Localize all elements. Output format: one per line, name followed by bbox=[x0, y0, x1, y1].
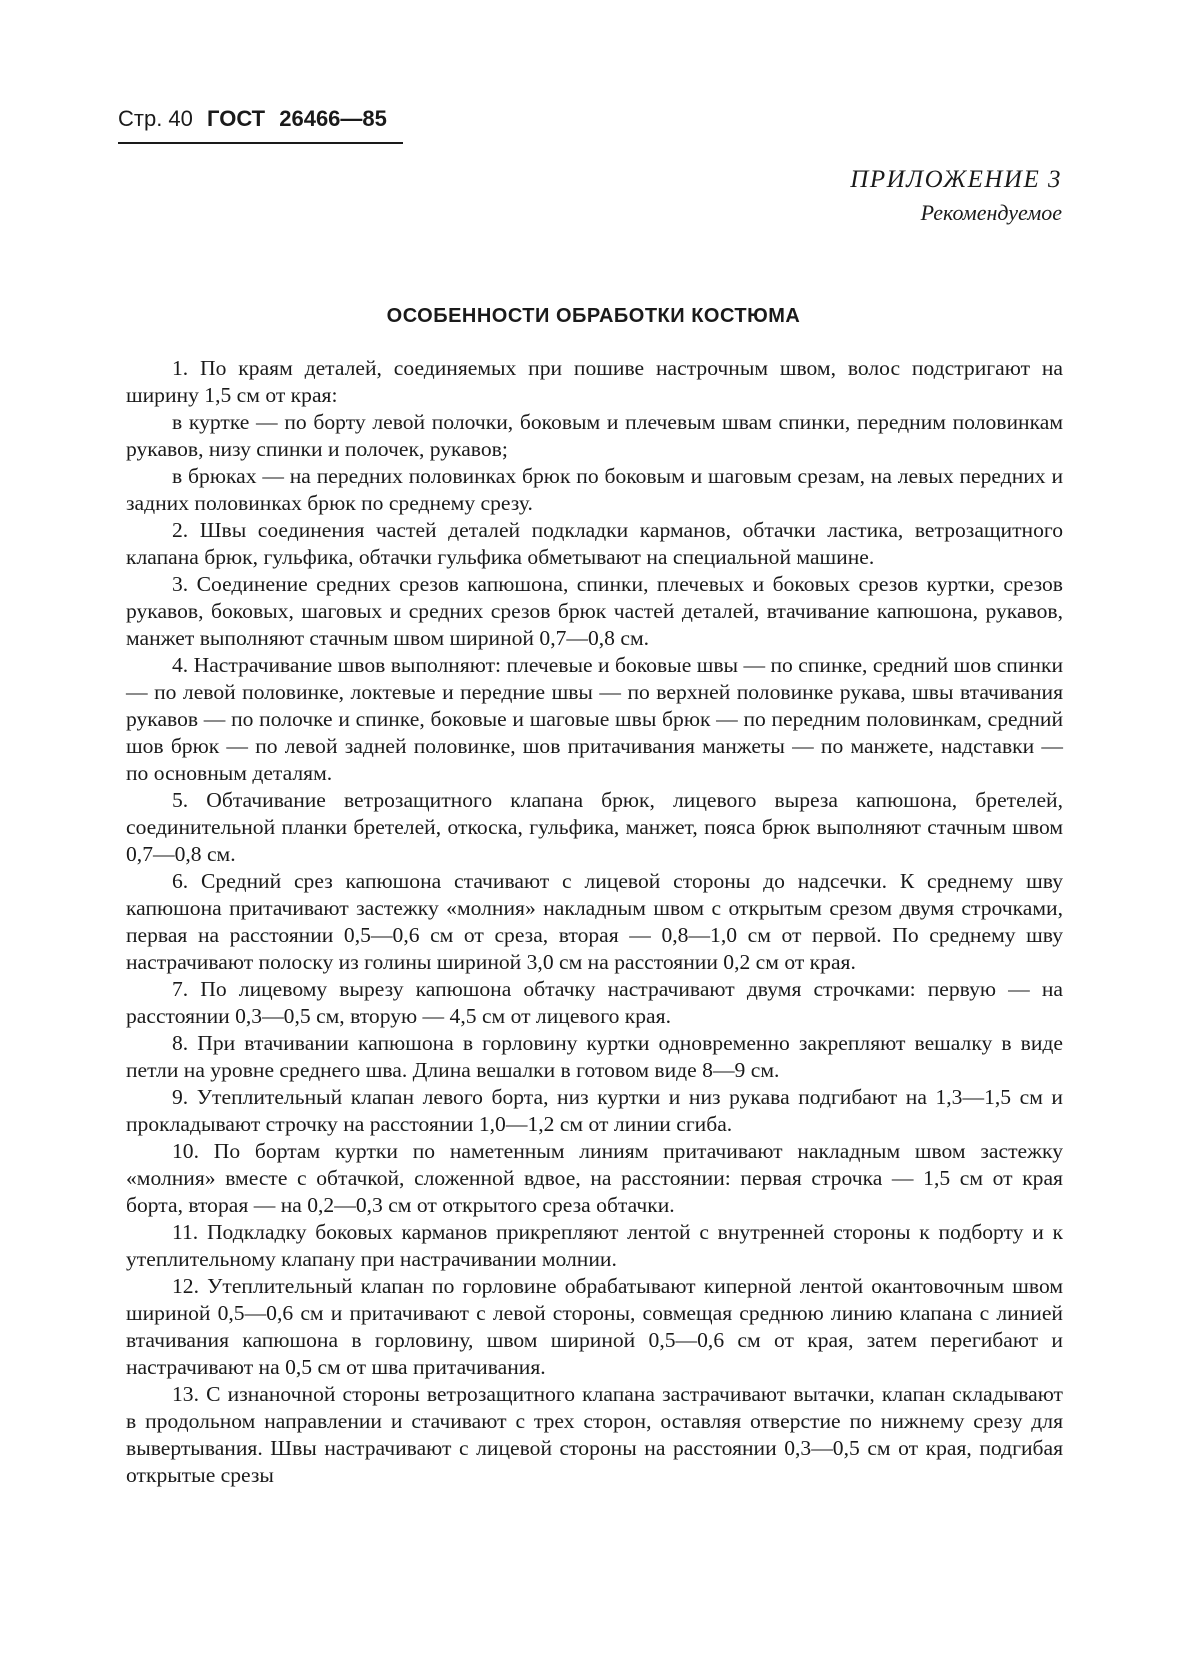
standard-code: 26466—85 bbox=[279, 106, 387, 131]
paragraph: 2. Швы соединения частей деталей подкладки карманов, обтачки ластика, ветрозащитного клапана брюк, гульфика, обтачки гульфика обметывают на специальной машине. bbox=[126, 518, 1063, 569]
paragraph: 7. По лицевому вырезу капюшона обтачку настрачивают двумя строчками: первую — на расстоянии 0,3—0,5 см, вторую — 4,5 см от лицевого края. bbox=[126, 977, 1063, 1028]
document-body bbox=[126, 355, 1063, 1489]
paragraph: 4. Настрачивание швов выполняют: плечевые и боковые швы — по спинке, средний шов спинки — по левой половинке, локтевые и передние швы — по верхней половинке рукава, швы втачивания рукавов — по полочке и спинке, боковые и шаговые швы брюк — по передним половинкам, средний шов брюк — по левой задней половинке, шов притачивания манжеты — по манжете, надставки — по основным деталям. bbox=[126, 653, 1063, 785]
paragraph: 12. Утеплительный клапан по горловине обрабатывают киперной лентой окантовочным швом шириной 0,5—0,6 см и притачивают с левой стороны, совмещая среднюю линию клапана с линией втачивания капюшона в горловину, швом шириной 0,5—0,6 см от края, затем перегибают и настрачивают на 0,5 см от шва притачивания. bbox=[126, 1274, 1063, 1379]
document-title: ОСОБЕННОСТИ ОБРАБОТКИ КОСТЮМА bbox=[386, 305, 801, 327]
page-header bbox=[118, 106, 408, 132]
paragraph: 8. При втачивании капюшона в горловину куртки одновременно закрепляют вешалку в виде петли на уровне среднего шва. Длина вешалки в готовом виде 8—9 см. bbox=[126, 1031, 1063, 1082]
paragraph: 3. Соединение средних срезов капюшона, спинки, плечевых и боковых срезов куртки, срезов рукавов, боковых, шаговых и средних срезов брюк частей деталей, втачивание капюшона, рукавов, манжет выполняют стачным швом шириной 0,7—0,8 см. bbox=[126, 572, 1063, 650]
paragraph: в куртке — по борту левой полочки, боковым и плечевым швам спинки, передним половинкам рукавов, низу спинки и полочек, рукавов; bbox=[126, 410, 1063, 461]
paragraph: 13. С изнаночной стороны ветрозащитного клапана застрачивают вытачки, клапан складывают в продольном направлении и стачивают с трех сторон, оставляя отверстие по нижнему срезу для вывертывания. Швы настрачивают с лицевой стороны на расстоянии 0,3—0,5 см от края, подгибая открытые срезы bbox=[126, 1382, 1063, 1487]
paragraph: в брюках — на передних половинках брюк по боковым и шаговым срезам, на левых передних и задних половинках брюк по среднему срезу. bbox=[126, 464, 1063, 515]
paragraph: 1. По краям деталей, соединяемых при пошиве настрочным швом, волос подстригают на ширину 1,5 см от края: bbox=[126, 356, 1063, 407]
appendix-block bbox=[850, 166, 1062, 226]
page-number: Стр. 40 bbox=[118, 106, 193, 131]
header-rule bbox=[118, 142, 403, 144]
paragraph: 11. Подкладку боковых карманов прикрепляют лентой с внутренней стороны к подборту и к утеплительному клапану при настрачивании молнии. bbox=[126, 1220, 1063, 1271]
paragraph: 6. Средний срез капюшона стачивают с лицевой стороны до надсечки. К среднему шву капюшона притачивают застежку «молния» накладным швом с открытым срезом двумя строчками, первая на расстоянии 0,5—0,6 см от среза, вторая — 0,8—1,0 см от первой. По среднему шву настрачивают полоску из голины шириной 3,0 см на расстоянии 0,2 см от края. bbox=[126, 869, 1063, 974]
paragraph: 10. По бортам куртки по наметенным линиям притачивают накладным швом застежку «молния» вместе с обтачкой, сложенной вдвое, на расстоянии: первая строчка — 1,5 см от края борта, вторая — на 0,2—0,3 см от открытого среза обтачки. bbox=[126, 1139, 1063, 1217]
paragraph: 5. Обтачивание ветрозащитного клапана брюк, лицевого выреза капюшона, бретелей, соединительной планки бретелей, откоска, гульфика, манжет, пояса брюк выполняют стачным швом 0,7—0,8 см. bbox=[126, 788, 1063, 866]
appendix-subtitle: Рекомендуемое bbox=[920, 200, 1062, 225]
paragraph: 9. Утеплительный клапан левого борта, низ куртки и низ рукава подгибают на 1,3—1,5 см и прокладывают строчку на расстоянии 1,0—1,2 см от линии сгиба. bbox=[126, 1085, 1063, 1136]
standard-label: ГОСТ bbox=[207, 106, 266, 131]
appendix-title: ПРИЛОЖЕНИЕ 3 bbox=[850, 166, 1062, 193]
